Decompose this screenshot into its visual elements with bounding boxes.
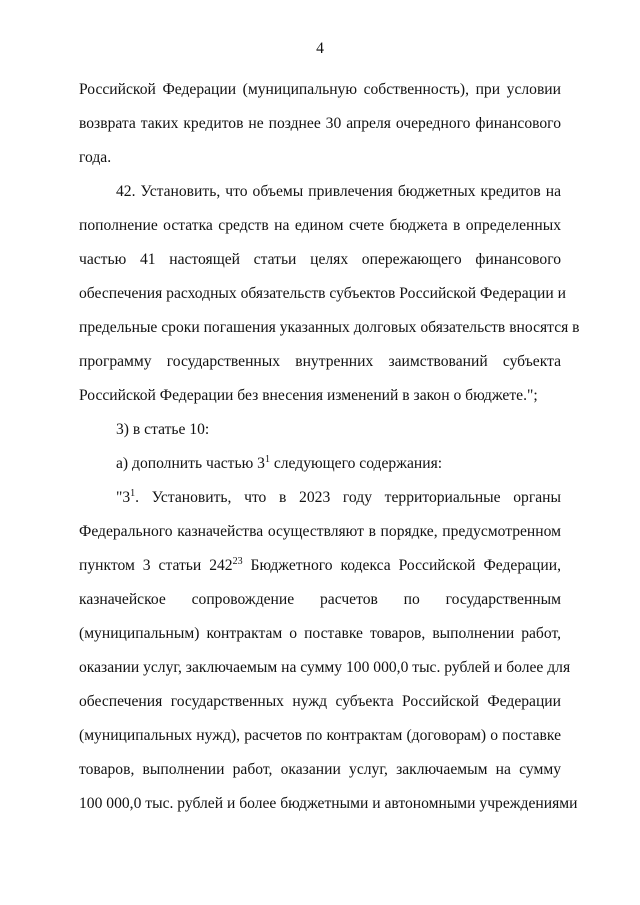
text-line-14: Федерального казначейства осуществляют в порядке, предусмотренном xyxy=(79,523,561,540)
text-line-20: (муниципальных нужд), расчетов по контрактам (договорам) о поставке xyxy=(79,727,561,744)
page-number: 4 xyxy=(316,40,324,57)
subpoint-a-line xyxy=(116,456,561,472)
budget-code-reference-text: пунктом 3 статьи 242 xyxy=(79,557,233,574)
text-line-19: обеспечения государственных нужд субъекта Российской Федерации xyxy=(79,693,561,710)
article-10-heading: 3) в статье 10: xyxy=(116,421,210,438)
text-line-7: обеспечения расходных обязательств субъектов Российской Федерации и xyxy=(79,285,566,302)
text-line-9: программу государственных внутренних заимствований субъекта xyxy=(79,353,561,370)
subpoint-a-text: а) дополнить частью 3 xyxy=(116,455,265,472)
text-line-10: Российской Федерации без внесения изменений в закон о бюджете."; xyxy=(79,387,538,404)
budget-code-reference-line xyxy=(79,558,561,574)
quote-part-number: "3 xyxy=(116,489,131,506)
text-line-17: (муниципальным) контрактам о поставке товаров, выполнении работ, xyxy=(79,625,561,642)
subpoint-a-text-end: следующего содержания: xyxy=(269,455,443,472)
text-line-5: пополнение остатка средств на едином счете бюджета в определенных xyxy=(79,217,561,234)
part-3-1-first-line xyxy=(116,490,561,506)
text-line-21: товаров, выполнении работ, оказании услуг, заключаемым на сумму xyxy=(79,761,561,778)
superscript-number: 1 xyxy=(130,488,136,499)
superscript-number: 23 xyxy=(232,556,243,567)
text-line-2: возврата таких кредитов не позднее 30 апреля очередного финансового xyxy=(79,115,561,132)
text-line-18: оказании услуг, заключаемым на сумму 100 000,0 тыс. рублей и более для xyxy=(79,659,571,676)
text-line-6: частью 41 настоящей статьи целях опережающего финансового xyxy=(79,251,561,268)
text-line-16: казначейское сопровождение расчетов по государственным xyxy=(79,591,561,608)
text-line-8: предельные сроки погашения указанных долговых обязательств вносятся в xyxy=(79,319,580,336)
budget-code-reference-end: Бюджетного кодекса Российской Федерации, xyxy=(242,557,561,574)
paragraph-42-first-line: 42. Установить, что объемы привлечения бюджетных кредитов на xyxy=(116,183,561,200)
text-line-22: 100 000,0 тыс. рублей и более бюджетными и автономными учреждениями xyxy=(79,795,578,812)
superscript-number: 1 xyxy=(264,454,270,465)
text-line-1: Российской Федерации (муниципальную собственность), при условии xyxy=(79,81,561,98)
text-line-3: года. xyxy=(79,149,112,166)
part-3-1-text: . Установить, что в 2023 году территориальные органы xyxy=(135,489,561,506)
